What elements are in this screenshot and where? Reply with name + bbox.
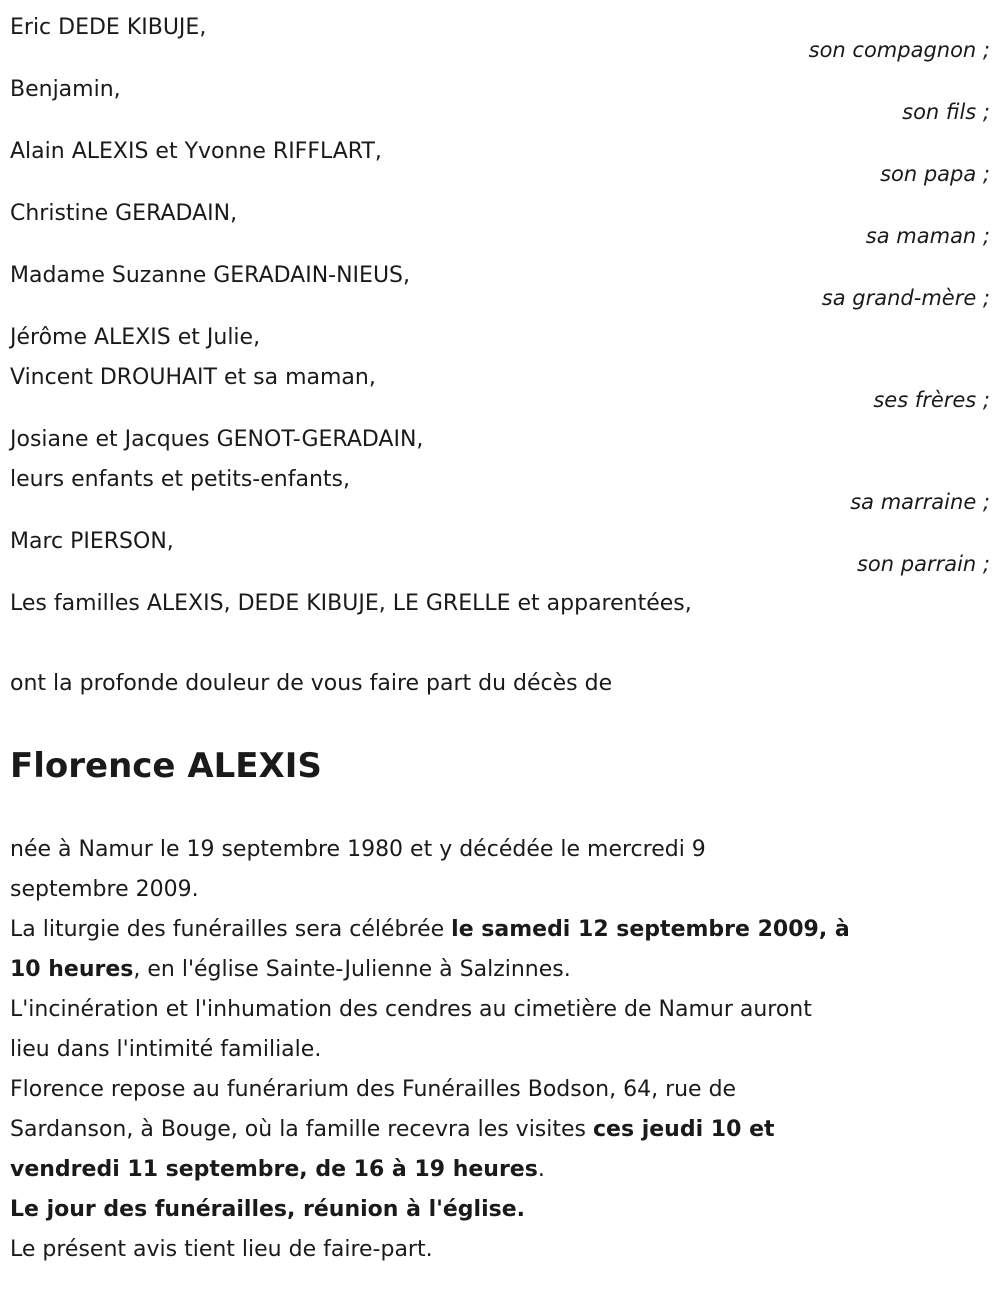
mourner-name: Alain ALEXIS et Yvonne RIFFLART, [10, 139, 382, 164]
visit-text: Sardanson, à Bouge, où la famille recevra les visites [10, 1117, 593, 1142]
visit-days: ces jeudi 10 et [593, 1117, 775, 1142]
announcement-intro: ont la profonde douleur de vous faire part du décès de [10, 671, 613, 696]
mourner-name: Marc PIERSON, [10, 529, 174, 554]
visit-line-3 [10, 1150, 990, 1190]
mourner-name: Christine GERADAIN, [10, 201, 238, 226]
mourner-name: Josiane et Jacques GENOT-GERADAIN, [10, 427, 424, 452]
mourner-entry [10, 70, 990, 124]
liturgy-line-1 [10, 910, 990, 950]
mourner-relation: son fils ; [902, 100, 990, 124]
birth-death-line-1: née à Namur le 19 septembre 1980 et y décédée le mercredi 9 [10, 837, 706, 862]
obituary-notice [10, 8, 990, 1270]
visit-period: . [537, 1157, 545, 1182]
liturgy-time: 10 heures [10, 957, 134, 982]
deceased-name: Florence ALEXIS [10, 746, 322, 786]
cremation-line-2: lieu dans l'intimité familiale. [10, 1037, 322, 1062]
mourner-relation: son parrain ; [856, 552, 990, 576]
mourner-name: Benjamin, [10, 77, 121, 102]
visit-hours: vendredi 11 septembre, de 16 à 19 heures [10, 1157, 538, 1182]
mourner-entry [10, 420, 990, 514]
mourner-name: Madame Suzanne GERADAIN-NIEUS, [10, 263, 411, 288]
mourner-entry [10, 194, 990, 248]
liturgy-line-2 [10, 950, 990, 990]
mourner-relation: ses frères ; [873, 388, 990, 412]
mourner-entry [10, 256, 990, 310]
mourner-entry [10, 318, 990, 412]
mourner-relation: son papa ; [880, 162, 990, 186]
notice-line: Le présent avis tient lieu de faire-part. [10, 1237, 433, 1262]
visit-line-2 [10, 1110, 990, 1150]
mourner-entry [10, 132, 990, 186]
liturgy-place: , en l'église Sainte-Julienne à Salzinnes. [133, 957, 571, 982]
meeting-text: Le jour des funérailles, réunion à l'église. [10, 1197, 525, 1222]
mourner-entry [10, 522, 990, 576]
liturgy-text: La liturgie des funérailles sera célébrée [10, 917, 452, 942]
families-line: Les familles ALEXIS, DEDE KIBUJE, LE GRELLE et apparentées, [10, 591, 692, 616]
mourner-entry [10, 8, 990, 62]
mourner-name: Eric DEDE KIBUJE, [10, 15, 207, 40]
liturgy-date: le samedi 12 septembre 2009, à [451, 917, 850, 942]
mourner-name: Vincent DROUHAIT et sa maman, [10, 365, 376, 390]
mourner-name: leurs enfants et petits-enfants, [10, 467, 350, 492]
cremation-line-1: L'incinération et l'inhumation des cendres au cimetière de Namur auront [10, 997, 812, 1022]
mourners-list [10, 8, 990, 576]
mourner-relation: sa maman ; [865, 224, 990, 248]
mourner-relation: sa marraine ; [850, 490, 990, 514]
birth-death-line-2: septembre 2009. [10, 877, 199, 902]
mourner-name: Jérôme ALEXIS et Julie, [10, 325, 261, 350]
mourner-relation: son compagnon ; [808, 38, 990, 62]
notice-body [10, 830, 990, 1270]
meeting-line [10, 1190, 990, 1230]
visit-line-1: Florence repose au funérarium des Funérailles Bodson, 64, rue de [10, 1077, 737, 1102]
mourner-relation: sa grand-mère ; [821, 286, 990, 310]
